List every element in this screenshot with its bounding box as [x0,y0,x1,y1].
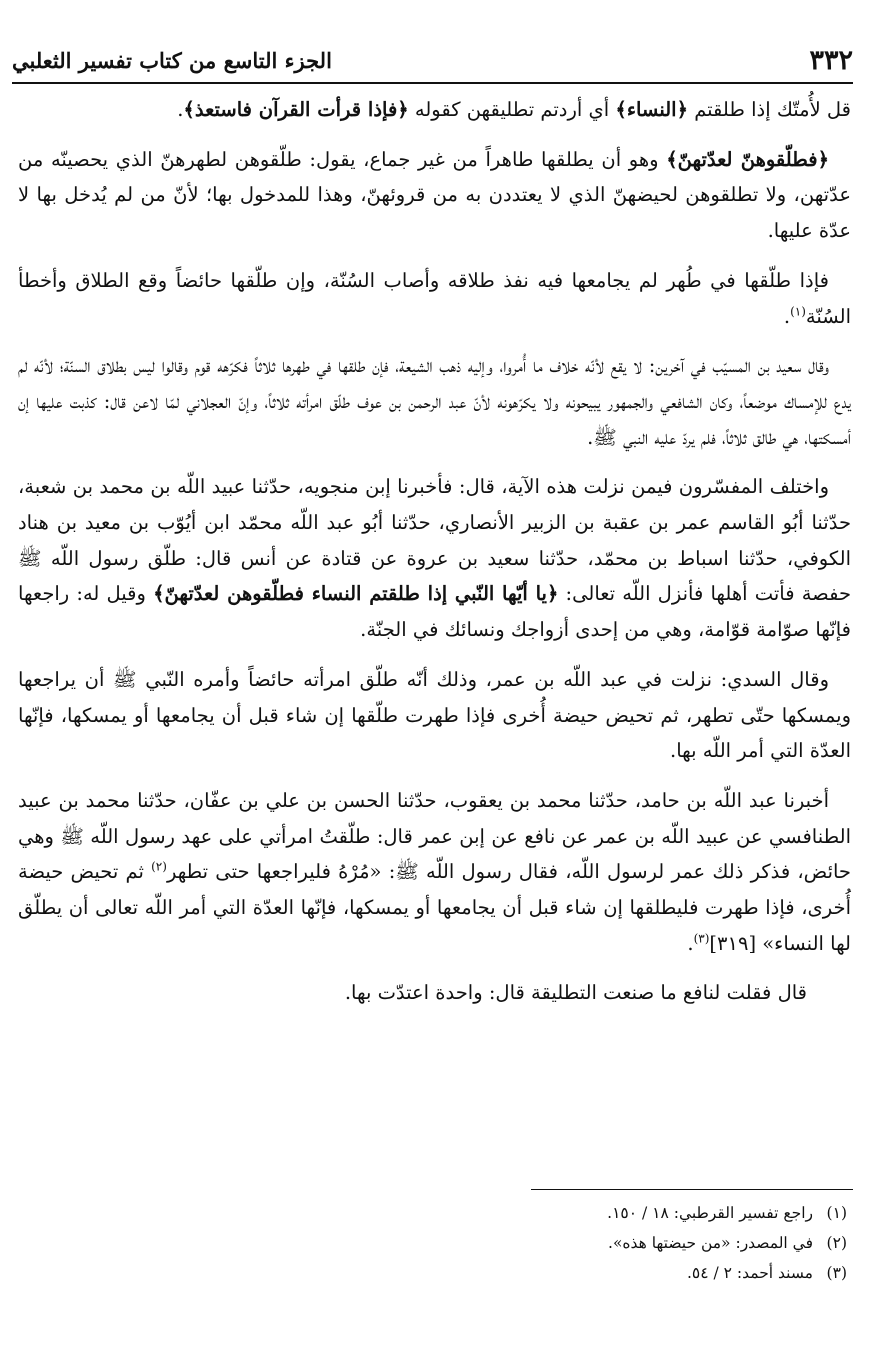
page-number: ٣٣٢ [809,44,853,76]
text: . [783,304,791,328]
footnote-number: (١) [826,1204,847,1222]
text: وقال سعيد بن المسيّب في آخرين: لا يقع لأنّه خلاف ما أُمروا، وإليه ذهب الشيعة، فإن طلقها في طهرها ثلاثاً فكرّهه قوم وقالوا ليس بطلاق السنّة؛ لأنّه لم يدع للإمساك موضعاً، وكان الشافعي والجمهور يبيحونه ولا يكرّهونه لأنّ عبد الرحمن بن عوف طلّق امرأته ثلاثاً، وإنّ العجلاني لمّا لاعن قال: كذبت عليها إن أمسكتها، هي طالق ثلاثاً، فلم يردّ عليه النبي ﷺ. [18,354,851,449]
paragraph-5 [18,469,851,648]
footnote-text: راجع تفسير القرطبي: ١٨ / ١٥٠. [607,1204,813,1222]
paragraph-6 [18,662,851,769]
footnote-ref[interactable]: (١) [790,304,806,319]
running-title: الجزء التاسع من كتاب تفسير الثعلبي [12,47,332,73]
text: وهو أن يطلقها طاهراً من غير جماع، يقول: طلّقوهن لطهرهنّ الذي يحصينّه من عدّتهن، ولا تطلقوهن لحيضهنّ الذي لا يعتددن به من قروئهنّ، وهذا للمدخول بها؛ لأنّ من لم يُدخل بها لا عدّة عليها. [18,147,851,243]
quran-quote: ﴿يا أيّها النّبي إذا طلقتم النساء فطلّقوهن لعدّتهنّ﴾ [153,582,559,606]
footnote-ref[interactable]: (٢) [151,859,167,874]
footnote-text: مسند أحمد: ٢ / ٥٤. [686,1264,813,1282]
paragraph-1 [18,92,851,128]
footnote-number: (٣) [826,1264,847,1282]
footnote-text: في المصدر: «من حيضتها هذه». [608,1234,813,1252]
text: أخبرنا عبد اللّه بن حامد، حدّثنا محمد بن يعقوب، حدّثنا الحسن بن علي بن عفّان، حدّثنا محمد بن عبيد الطنافسي عن عبيد اللّه بن عمر عن نافع عن إبن عمر قال: طلّقتُ امرأتي على عهد رسول اللّه ﷺ وهي حائض، فذكر ذلك عمر لرسول اللّه، فقال رسول اللّه ﷺ: «مُرْهُ فليراجعها حتى تطهر [18,788,851,884]
footnote-divider [531,1189,853,1190]
footnote-ref[interactable]: (٣) [693,931,710,946]
text: ثم تحيض حيضة أُخرى، فإذا طهرت فليطلقها إن شاء قبل أن يجامعها أو يمسكها، فإنّها العدّة التي أمر اللّه تعالى أن يطلّق لها النساء» [٣١٩] [18,860,851,955]
text: فإذا طلّقها في طُهر لم يجامعها فيه نفذ طلاقه وأصاب السُنّة، وإن طلّقها حائضاً وقع الطلاق وأخطأ السُنّة [18,268,851,328]
text: قل لأُمتّك إذا طلقتم [688,98,851,121]
main-text [18,92,851,1025]
quran-quote: ﴿فإذا قرأت القرآن فاستعذ﴾ [183,98,409,121]
paragraph-3 [18,263,851,334]
footnote-2 [60,1228,847,1258]
paragraph-4 [18,348,851,455]
footnote-3 [60,1258,847,1288]
footnote-1 [60,1198,847,1228]
quran-quote: ﴿النساء﴾ [615,98,688,121]
text: قال فقلت لنافع ما صنعت التطليقة قال: واحدة اعتدّت بها. [344,981,807,1005]
quran-quote: ﴿فطلّقوهنّ لعدّتهنّ﴾ [666,147,829,171]
footnote-number: (٢) [826,1234,847,1252]
paragraph-2 [18,142,851,249]
text: واختلف المفسّرون فيمن نزلت هذه الآية، قال: فأخبرنا إبن منجويه، حدّثنا عبيد اللّه بن محمد بن شعبة، حدّثنا أبُو القاسم عمر بن عقبة بن الزبير الأنصاري، حدّثنا أبُو عبد اللّه محمّد ابن أيُوّب بن معيد بن هناد الكوفي، حدّثنا اسباط بن محمّد، حدّثنا سعيد بن عروة عن قتادة عن أنس قال: طلّق رسول اللّه ﷺ حفصة فأتت أهلها فأنزل اللّه تعالى: [18,475,851,606]
paragraph-7 [18,783,851,962]
page-header [12,38,853,84]
footnotes [60,1198,847,1288]
text: أي أردتم تطليقهن كقوله [408,98,616,121]
paragraph-8 [18,975,851,1011]
text: وقيل له: راجعها فإنّها صوّامة قوّامة، وهي من إحدى أزواجك ونسائك في الجنّة. [18,582,851,642]
text: وقال السدي: نزلت في عبد اللّه بن عمر، وذلك أنّه طلّق امرأته حائضاً وأمره النّبي ﷺ أن يراجعها ويمسكها حتّى تطهر، ثم تحيض حيضة أُخرى فإذا طهرت طلّقها إن شاء قبل أن يجامعها أو يمسكها، فإنّها العدّة التي أمر اللّه بها. [18,667,851,763]
text: . [687,931,694,955]
text: . [177,98,184,121]
